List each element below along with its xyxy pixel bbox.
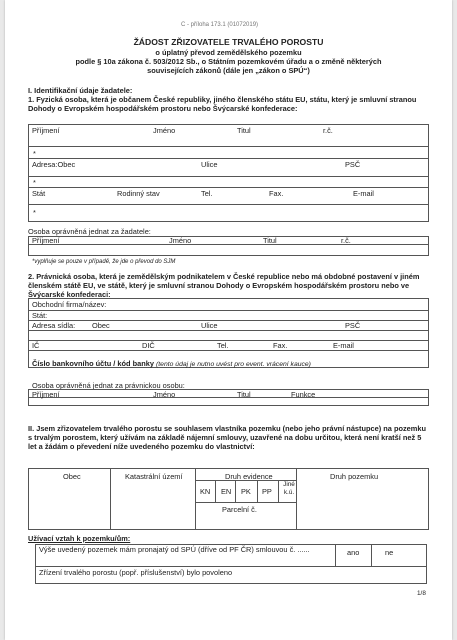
label-firstname: Jméno (153, 126, 176, 135)
usage-relation-heading: Užívací vztah k pozemku/ům: (28, 534, 131, 543)
label-address-municipality: Adresa:Obec (32, 160, 76, 169)
document-page (5, 0, 452, 640)
asterisk-3: * (33, 208, 36, 217)
usage-row-lease: Výše uvedený pozemek mám pronajatý od SPÚ (dříve od PF ČR) smlouvou č. ...... (39, 545, 310, 554)
document-reference: C - příloha 173.1 (01072019) (181, 22, 259, 28)
label-company-auth-title: Titul (237, 390, 251, 399)
label-business-name: Obchodní firma/název: (32, 300, 107, 309)
label-company-auth-function: Funkce (291, 390, 316, 399)
label-auth-title: Titul (263, 236, 277, 245)
label-ic: IČ (32, 341, 40, 350)
person-fields-table (28, 124, 429, 222)
label-company-fax: Fax. (273, 341, 288, 350)
label-postcode: PSČ (345, 160, 361, 169)
label-street: Ulice (201, 160, 218, 169)
form-legal-basis: podle § 10a zákona č. 503/2012 Sb., o Státním pozemkovém úřadu a o změně některých (75, 57, 382, 66)
label-company-auth-surname: Příjmení (32, 390, 60, 399)
label-company-auth-firstname: Jméno (153, 390, 176, 399)
usage-row-permission: Zřízení trvalého porostu (popř. příslušenství) bylo povoleno (39, 568, 233, 577)
label-state: Stát (32, 189, 46, 198)
authorized-person-heading: Osoba oprávněná jednat za žadatele: (28, 227, 151, 236)
form-legal-basis-cont: souvisejících zákonů (dále jen „zákon o SPÚ“) (147, 66, 310, 75)
label-seat-address: Adresa sídla: (32, 321, 76, 330)
col-pk: PK (241, 487, 251, 496)
footnote-sjm: *vyplňuje se pouze v případě, že jde o převod do SJM (32, 259, 176, 265)
label-auth-birth-number: r.č. (341, 236, 351, 245)
section-II-text: II. Jsem zřizovatelem trvalého porostu se souhlasem vlastníka pozemku (nebo jeho právní nástupce) na pozemku s trvalým porostem, který užívám na základě nájemní smlouvy, uzavřené na dobu určitou, která není kratší než 5 let a žádám o převedení níže uvedeného pozemku do vlastnictví: (28, 424, 426, 452)
section-2-text: 2. Právnická osoba, která je zemědělským podnikatelem v České republice nebo má obdobné postavení v jiném členském státě EU, ve státě, který je smluvní stranou Dohody o Evropském hospodářském prostoru nebo ve Švýcarské konfederaci: (28, 272, 420, 300)
label-dic: DIČ (142, 341, 155, 350)
section-1-person-text: 1. Fyzická osoba, která je občanem České republiky, jiného členského státu EU, státu, který je smluvní stranou Dohody o Evropském hospodářském prostoru nebo Švýcarské konfederace: (28, 95, 417, 114)
label-auth-surname: Příjmení (32, 236, 60, 245)
company-authorized-heading: Osoba oprávněná jednat za právnickou osobu: (32, 381, 185, 390)
label-company-email: E-mail (333, 341, 354, 350)
usage-yes: ano (347, 548, 360, 557)
label-company-phone: Tel. (217, 341, 229, 350)
label-fax: Fax. (269, 189, 284, 198)
label-municipality: Obec (92, 321, 110, 330)
col-pp: PP (262, 487, 272, 496)
label-bank-account: Číslo bankovního účtu / kód banky (32, 359, 154, 368)
col-cadastral-area: Katastrální území (125, 472, 183, 481)
page-number: 1/8 (417, 590, 426, 597)
label-company-state: Stát: (32, 311, 48, 320)
col-parcel-number: Parcelní č. (222, 505, 257, 514)
label-email: E-mail (353, 189, 374, 198)
label-phone: Tel. (201, 189, 213, 198)
col-other-ku: Jiné k.ú. (283, 481, 295, 496)
bank-account-note: (tento údaj je nutno uvést pro event. vrácení kauce) (156, 361, 311, 368)
section-1-heading: I. Identifikační údaje žadatele: (28, 86, 133, 95)
asterisk-1: * (33, 149, 36, 158)
label-marital-status: Rodinný stav (117, 189, 160, 198)
col-municipality: Obec (63, 472, 81, 481)
form-subtitle: o úplatný převod zemědělského pozemku (155, 48, 302, 57)
authorized-person-table (28, 236, 429, 256)
usage-no: ne (385, 548, 394, 557)
col-parcel-type: Druh pozemku (330, 472, 379, 481)
form-title: ŽÁDOST ZŘIZOVATELE TRVALÉHO POROSTU (133, 37, 324, 47)
col-kn: KN (200, 487, 211, 496)
label-title: Titul (237, 126, 251, 135)
bank-account-line (32, 359, 311, 368)
label-company-street: Ulice (201, 321, 218, 330)
asterisk-2: * (33, 178, 36, 187)
label-birth-number: r.č. (323, 126, 333, 135)
label-auth-firstname: Jméno (169, 236, 192, 245)
label-company-postcode: PSČ (345, 321, 361, 330)
label-surname: Příjmení (32, 126, 60, 135)
col-evidence-type: Druh evidence (225, 472, 273, 481)
col-en: EN (221, 487, 232, 496)
